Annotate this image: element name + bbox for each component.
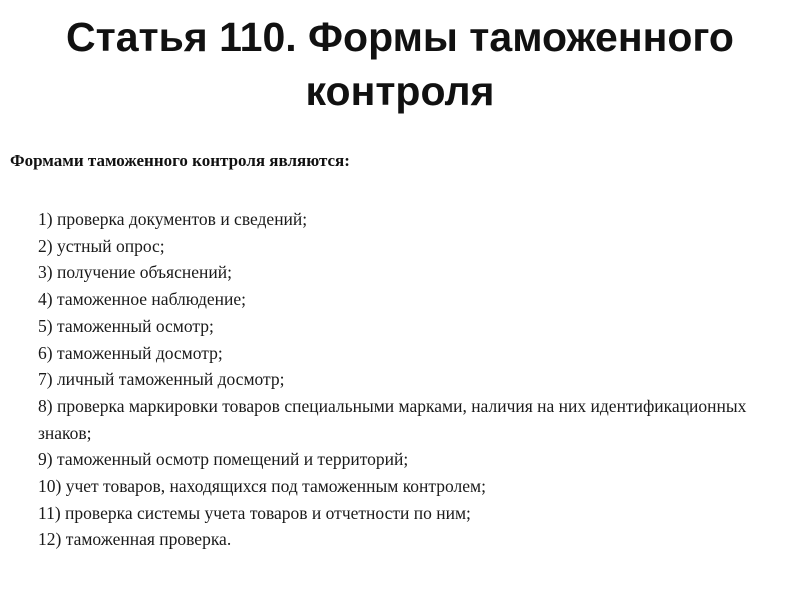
- list-item: 1) проверка документов и сведений;: [38, 209, 308, 229]
- list-item: 10) учет товаров, находящихся под таможенным контролем;: [38, 476, 486, 497]
- list-item: 12) таможенная проверка.: [38, 529, 232, 550]
- list-item: 7) личный таможенный досмотр;: [38, 369, 285, 390]
- intro-text: Формами таможенного контроля являются:: [10, 151, 350, 170]
- list-item: 8) проверка маркировки товаров специальными марками, наличия на них идентификационных знаков;: [38, 395, 747, 443]
- slide-title: [20, 10, 780, 118]
- title-line-2: контроля: [305, 68, 495, 114]
- control-forms-list: [38, 206, 768, 553]
- list-item: 2) устный опрос;: [38, 235, 165, 256]
- list-item: 4) таможенное наблюдение;: [38, 289, 246, 310]
- list-item: 5) таможенный осмотр;: [38, 315, 214, 336]
- list-item: 3) получение объяснений;: [38, 262, 232, 283]
- title-line-1: Статья 110. Формы таможенного: [66, 14, 734, 60]
- list-item: 11) проверка системы учета товаров и отчетности по ним;: [38, 502, 471, 523]
- list-item: 9) таможенный осмотр помещений и территорий;: [38, 449, 409, 470]
- list-item: 6) таможенный досмотр;: [38, 342, 223, 363]
